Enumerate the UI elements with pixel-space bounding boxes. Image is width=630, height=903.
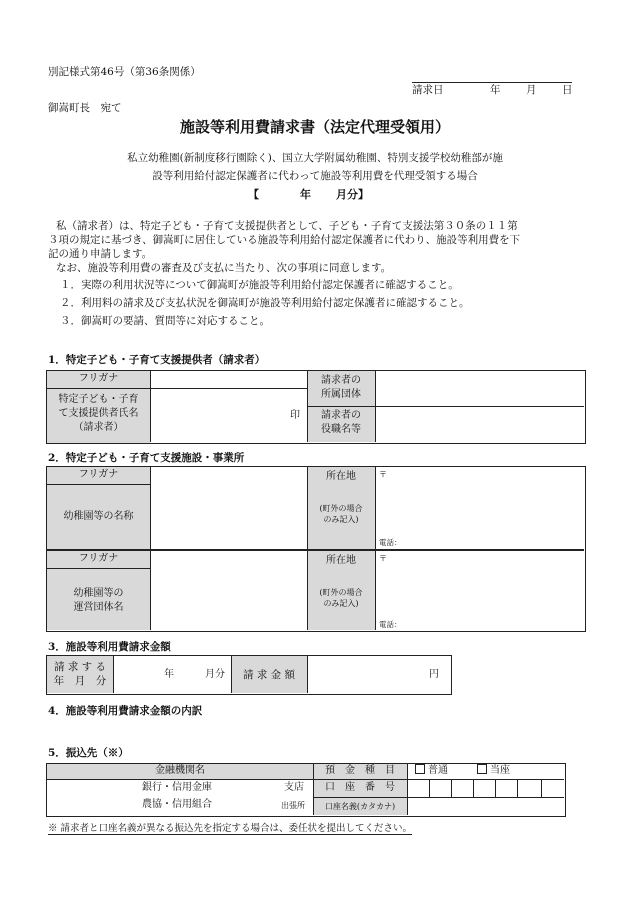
claim-period-label: 請 求 す る 年 月 分 <box>53 661 107 687</box>
section-4-heading: 4．施設等利用費請求金額の内訳 <box>48 705 203 717</box>
period-year-label: 年 <box>300 188 311 201</box>
ordinary-label: 普通 <box>428 765 448 776</box>
facility-name-field[interactable] <box>151 468 306 548</box>
period-bracket-open: 【 <box>248 188 259 201</box>
provider-name-field[interactable] <box>151 389 306 441</box>
addressee: 御嵩町長 宛て <box>48 102 122 114</box>
amount-table <box>46 655 452 695</box>
declaration-line-2: ３項の規定に基づき、御嵩町に居住している施設等利用給付認定保護者に代わり、施設等利用費を下 <box>48 234 521 246</box>
operator-postal-mark: 〒 <box>379 554 387 563</box>
request-day-label: 日 <box>562 84 573 96</box>
operator-address-label: 所在地 <box>326 555 356 566</box>
provider-table <box>46 370 586 444</box>
affiliation-label: 請求者の 所属団体 <box>321 375 361 400</box>
operator-furigana-label: フリガナ <box>78 553 119 564</box>
affiliation-field[interactable] <box>376 372 583 405</box>
claim-amount-field[interactable] <box>308 657 450 692</box>
provider-furigana-field[interactable] <box>151 372 306 387</box>
request-date-label: 請求日 <box>412 84 444 96</box>
facility-address-label: 所在地 <box>326 471 356 482</box>
bank-name-field[interactable] <box>48 780 312 814</box>
section-3-heading: 3．施設等利用費請求金額 <box>48 641 171 653</box>
deposit-type-label: 預 金 種 目 <box>325 765 395 776</box>
facility-name-label: 幼稚園等の名称 <box>63 511 134 522</box>
facility-table <box>46 466 586 632</box>
consent-item-2: ２．利用料の請求及び支払状況を御嵩町が施設等利用給付認定保護者に確認すること。 <box>60 297 470 309</box>
claim-month-label: 月分 <box>205 669 225 680</box>
consent-item-1: １．実際の利用状況等について御嵩町が施設等利用給付認定保護者に確認すること。 <box>60 279 459 291</box>
ordinary-option[interactable] <box>415 764 485 778</box>
facility-furigana-label: フリガナ <box>78 469 119 480</box>
document-title: 施設等利用費請求書（法定代理受領用） <box>179 118 450 136</box>
facility-address-field[interactable] <box>376 468 583 548</box>
role-field[interactable] <box>376 407 583 441</box>
request-year-label: 年 <box>490 84 501 96</box>
provider-name-label: 特定子ども・子育 て支援提供者氏名 （請求者） <box>58 394 139 433</box>
request-month-label: 月 <box>526 84 537 96</box>
sub-branch-label: 出張所 <box>281 801 305 810</box>
operator-name-label: 幼稚園等の 運営団体名 <box>73 588 124 613</box>
provider-furigana-label: フリガナ <box>78 373 119 384</box>
section-1-heading: 1．特定子ども・子育て支援提供者（請求者） <box>48 354 266 366</box>
branch-label: 支店 <box>284 782 304 793</box>
claim-amount-label: 請 求 金 額 <box>242 669 295 681</box>
account-holder-field[interactable] <box>408 798 564 815</box>
agri-coop-label: 農協・信用組合 <box>142 799 212 810</box>
consent-intro: なお、施設等利用費の審査及び支払に当たり、次の事項に同意します。 <box>56 262 392 274</box>
facility-postal-mark: 〒 <box>379 470 387 479</box>
operator-address-field[interactable] <box>376 552 583 629</box>
account-number-label: 口 座 番 号 <box>325 782 395 793</box>
declaration-line-3: 記の通り申請します。 <box>48 248 153 260</box>
footnote: ※ 請求者と口座名義が異なる振込先を指定する場合は、委任状を提出してください。 <box>48 820 412 835</box>
operator-phone-label: 電話： <box>379 620 402 629</box>
subtitle-line-2: 設等利用給付認定保護者に代わって施設等利用費を代理受領する場合 <box>152 170 478 182</box>
facility-phone-label: 電話： <box>379 538 402 547</box>
account-number-field[interactable] <box>408 780 564 797</box>
current-label: 当座 <box>490 765 510 776</box>
yen-label: 円 <box>429 669 439 680</box>
operator-name-field[interactable] <box>151 552 306 629</box>
bank-table <box>46 763 566 817</box>
subtitle-line-1: 私立幼稚園(新制度移行園除く)、国立大学附属幼稚園、特別支援学校幼稚部が施 <box>127 152 503 164</box>
section-5-heading: 5．振込先（※） <box>48 747 129 759</box>
account-holder-label: 口座名義(カタカナ) <box>324 802 396 811</box>
section-2-heading: 2．特定子ども・子育て支援施設・事業所 <box>48 452 245 464</box>
form-number: 別記様式第46号（第36条関係） <box>48 66 201 78</box>
current-option[interactable] <box>477 764 547 778</box>
period-month-label: 月分】 <box>336 188 369 201</box>
operator-address-note: (町外の場合 のみ記入) <box>319 588 363 608</box>
facility-address-note: (町外の場合 のみ記入) <box>319 504 363 524</box>
claim-year-label: 年 <box>164 669 174 680</box>
ordinary-checkbox[interactable] <box>415 764 425 774</box>
consent-item-3: ３．御嵩町の要請、質問等に対応すること。 <box>60 315 270 327</box>
current-checkbox[interactable] <box>477 764 487 774</box>
bank-types-label: 銀行・信用金庫 <box>142 782 212 793</box>
bank-name-label: 金融機関名 <box>155 765 205 776</box>
role-label: 請求者の 役職名等 <box>321 410 361 435</box>
claim-period-field[interactable] <box>114 657 230 692</box>
declaration-line-1: 私（請求者）は、特定子ども・子育て支援提供者として、子ども・子育て支援法第３０条の１１第 <box>56 220 518 232</box>
request-date-line <box>412 82 573 96</box>
seal-mark: 印 <box>290 410 300 421</box>
